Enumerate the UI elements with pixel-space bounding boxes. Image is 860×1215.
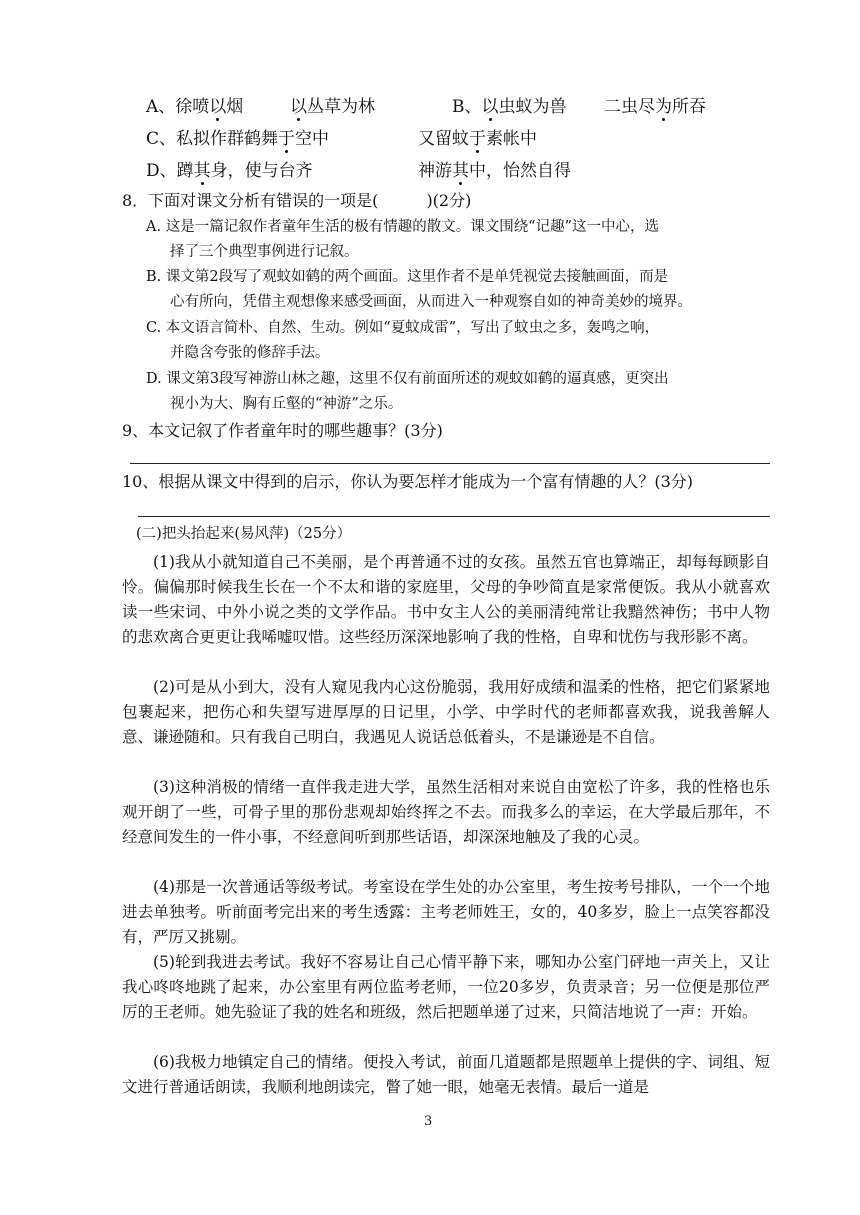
paragraph-3: (3)这种消极的情绪一直伴我走进大学，虽然生活相对来说自由宽松了许多，我的性格也乐观开朗了一些，可骨子里的那份悲观却始终挥之不去。而我多么的幸运，在大学最后那年，不经意间发生的一件小事，不经意间听到那些话语，却深深地触及了我的心灵。: [122, 778, 770, 846]
page-number: 3: [424, 1114, 433, 1129]
section-title: (二)把头抬起来(易风萍)（25分）: [136, 526, 352, 542]
q7-option-a: A、徐喷以烟: [146, 97, 244, 117]
q8-stem: 8．下面对课文分析有错误的一项是( )(2分): [122, 191, 472, 210]
q7-option-a-right: 以丛草为林: [290, 97, 375, 117]
q7-option-c: C、私拟作群鹤舞于空中: [146, 129, 330, 149]
q8-choice-a-line2: 择了三个典型事例进行记叙。: [170, 244, 359, 260]
q7-option-c-right: 又留蚊于素帐中: [418, 129, 537, 149]
paragraph-6: (6)我极力地镇定自己的情绪。便投入考试，前面几道题都是照题单上提供的字、词组、短文进行普通话朗读，我顺利地朗读完，瞥了她一眼，她毫无表情。最后一道是: [122, 1053, 770, 1096]
q8-choice-c-line2: 并隐含夸张的修辞手法。: [170, 345, 330, 361]
q8-choice-c-line1: C. 本文语言简朴、自然、生动。例如“夏蚊成雷”，写出了蚊虫之多，轰鸣之响，: [146, 320, 660, 336]
paragraph-1: (1)我从小就知道自己不美丽，是个再普通不过的女孩。虽然五官也算端正，却每每顾影自怜。偏偏那时候我生长在一个不太和谐的家庭里，父母的争吵简直是家常便饭。我从小就喜欢读一些宋词、中外小说之类的文学作品。书中女主人公的美丽清纯常让我黯然神伤；书中人物的悲欢离合更更让我唏嘘叹惜。这些经历深深地影响了我的性格，自卑和忧伤与我形影不离。: [122, 553, 770, 646]
q8-choice-b-line1: B. 课文第2段写了观蚊如鹤的两个画面。这里作者不是单凭视觉去接触画面，而是: [146, 269, 669, 285]
q8-choice-b-line2: 心有所向，凭借主观想像来感受画面，从而进入一种观察自如的神奇美妙的境界。: [170, 294, 692, 310]
q9-answer-line[interactable]: [130, 463, 770, 464]
q8-choice-a-line1: A. 这是一篇记叙作者童年生活的极有情趣的散文。课文围绕“记趣”这一中心，选: [146, 219, 660, 235]
paragraph-5: (5)轮到我进去考试。我好不容易让自己心情平静下来，哪知办公室门砰地一声关上，又让我心咚咚地跳了起来，办公室里有两位监考老师，一位20多岁，负责录音；另一位便是那位严厉的王老师。她先验证了我的姓名和班级，然后把题单递了过来，只简洁地说了一声：开始。: [122, 953, 770, 1021]
q7-option-b: B、以虫蚁为兽: [452, 97, 567, 117]
q9-question: 9、本文记叙了作者童年时的哪些趣事？(3分): [122, 421, 443, 440]
q8-choice-d-line2: 视小为大、胸有丘壑的“神游”之乐。: [170, 396, 403, 412]
q10-question: 10、根据从课文中得到的启示，你认为要怎样才能成为一个富有情趣的人？(3分): [122, 472, 694, 491]
q10-answer-line[interactable]: [138, 516, 770, 517]
q7-option-b-right: 二虫尽为所吞: [604, 97, 706, 117]
q8-choice-d-line1: D. 课文第3段写神游山林之趣，这里不仅有前面所述的观蚊如鹤的逼真感，更突出: [146, 371, 669, 387]
q7-option-d: D、蹲其身，使与台齐: [146, 161, 313, 181]
q7-option-d-right: 神游其中，怡然自得: [418, 161, 571, 181]
paragraph-2: (2)可是从小到大，没有人窥见我内心这份脆弱，我用好成绩和温柔的性格，把它们紧紧地包裹起来，把伤心和失望写进厚厚的日记里，小学、中学时代的老师都喜欢我，说我善解人意、谦逊随和。只有我自己明白，我遇见人说话总低着头，不是谦逊是不自信。: [122, 678, 770, 746]
paragraph-4: (4)那是一次普通话等级考试。考室设在学生处的办公室里，考生按考号排队，一个一个地进去单独考。听前面考完出来的考生透露：主考老师姓王，女的，40多岁，脸上一点笑容都没有，严厉又挑剔。: [122, 878, 770, 946]
